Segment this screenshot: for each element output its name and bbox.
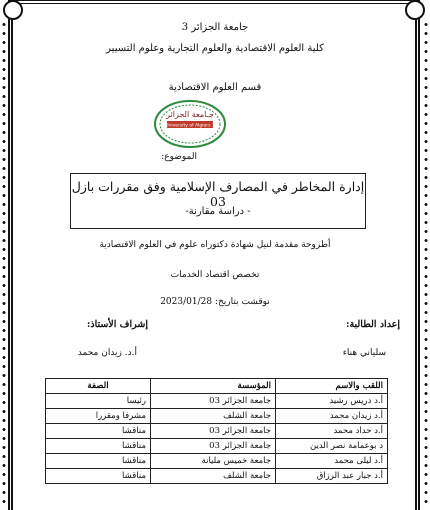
defense-date: نوقشت بتاريخ: 2023/01/28: [160, 297, 270, 307]
jury-member-institution: جامعة الجزائر 03: [151, 394, 276, 409]
jury-member-institution: جامعة الشلف: [151, 469, 276, 484]
department-name: قسم العلوم الاقتصادية: [168, 82, 262, 93]
logo-latin-text: University of Algiers 3: [165, 123, 215, 129]
jury-member-role: مناقشا: [46, 454, 151, 469]
jury-member-role: مناقشا: [46, 439, 151, 454]
jury-member-name: د بوعمامة نصر الدين: [276, 439, 388, 454]
jury-member-name: أ.د حداد محمد: [276, 424, 388, 439]
supervised-by-label: إشراف الأستاذ:: [86, 319, 148, 330]
header-institution: المؤسسة: [151, 379, 276, 394]
subject-label: الموضوع:: [161, 152, 197, 162]
logo-arabic-text: جـامعة الجزائر: [166, 110, 214, 119]
jury-table: [45, 378, 388, 484]
jury-member-name: أ.د زيدان محمد: [276, 409, 388, 424]
faculty-name: كلية العلوم الاقتصادية والعلوم التجارية وعلوم التسيير: [106, 43, 324, 54]
jury-member-institution: جامعة الجزائر 03: [151, 439, 276, 454]
table-row: [46, 424, 388, 439]
table-row: [46, 454, 388, 469]
title-box: [70, 173, 366, 229]
jury-member-institution: جامعة خميس مليانة: [151, 454, 276, 469]
border-dots-right: [423, 20, 429, 508]
jury-member-institution: جامعة الشلف: [151, 409, 276, 424]
thesis-description: أطروحة مقدمة لنيل شهادة دكتوراه علوم في العلوم الاقتصادية: [99, 240, 331, 250]
jury-member-institution: جامعة الجزائر 03: [151, 424, 276, 439]
jury-member-name: أ.د جبار عبد الرزاق: [276, 469, 388, 484]
jury-header-row: [46, 379, 388, 394]
header-role: الصفة: [46, 379, 151, 394]
header-name: اللقب والاسم: [276, 379, 388, 394]
jury-member-role: مناقشا: [46, 424, 151, 439]
jury-member-role: رئيسا: [46, 394, 151, 409]
table-row: [46, 409, 388, 424]
prepared-by-label: إعداد الطالبة:: [345, 319, 400, 330]
jury-member-name: أ.د دريس رشيد: [276, 394, 388, 409]
table-row: [46, 469, 388, 484]
university-name: جامعة الجزائر 3: [181, 22, 249, 33]
thesis-title: إدارة المخاطر في المصارف الإسلامية وفق مقررات بازل 03: [71, 179, 365, 209]
thesis-subtitle: - دراسة مقارنة-: [185, 206, 251, 217]
table-row: [46, 394, 388, 409]
university-logo: [153, 99, 227, 149]
supervisor-name: أ.د. زيدان محمد: [77, 348, 137, 358]
jury-member-role: مشرفا ومقررا: [46, 409, 151, 424]
border-dots-left: [1, 20, 7, 508]
jury-member-role: مناقشا: [46, 469, 151, 484]
thesis-specialty: تخصص اقتصاد الخدمات: [170, 270, 260, 280]
table-row: [46, 439, 388, 454]
student-name: سلياني هناء: [342, 348, 386, 358]
jury-member-name: أ.د ليلى محمد: [276, 454, 388, 469]
